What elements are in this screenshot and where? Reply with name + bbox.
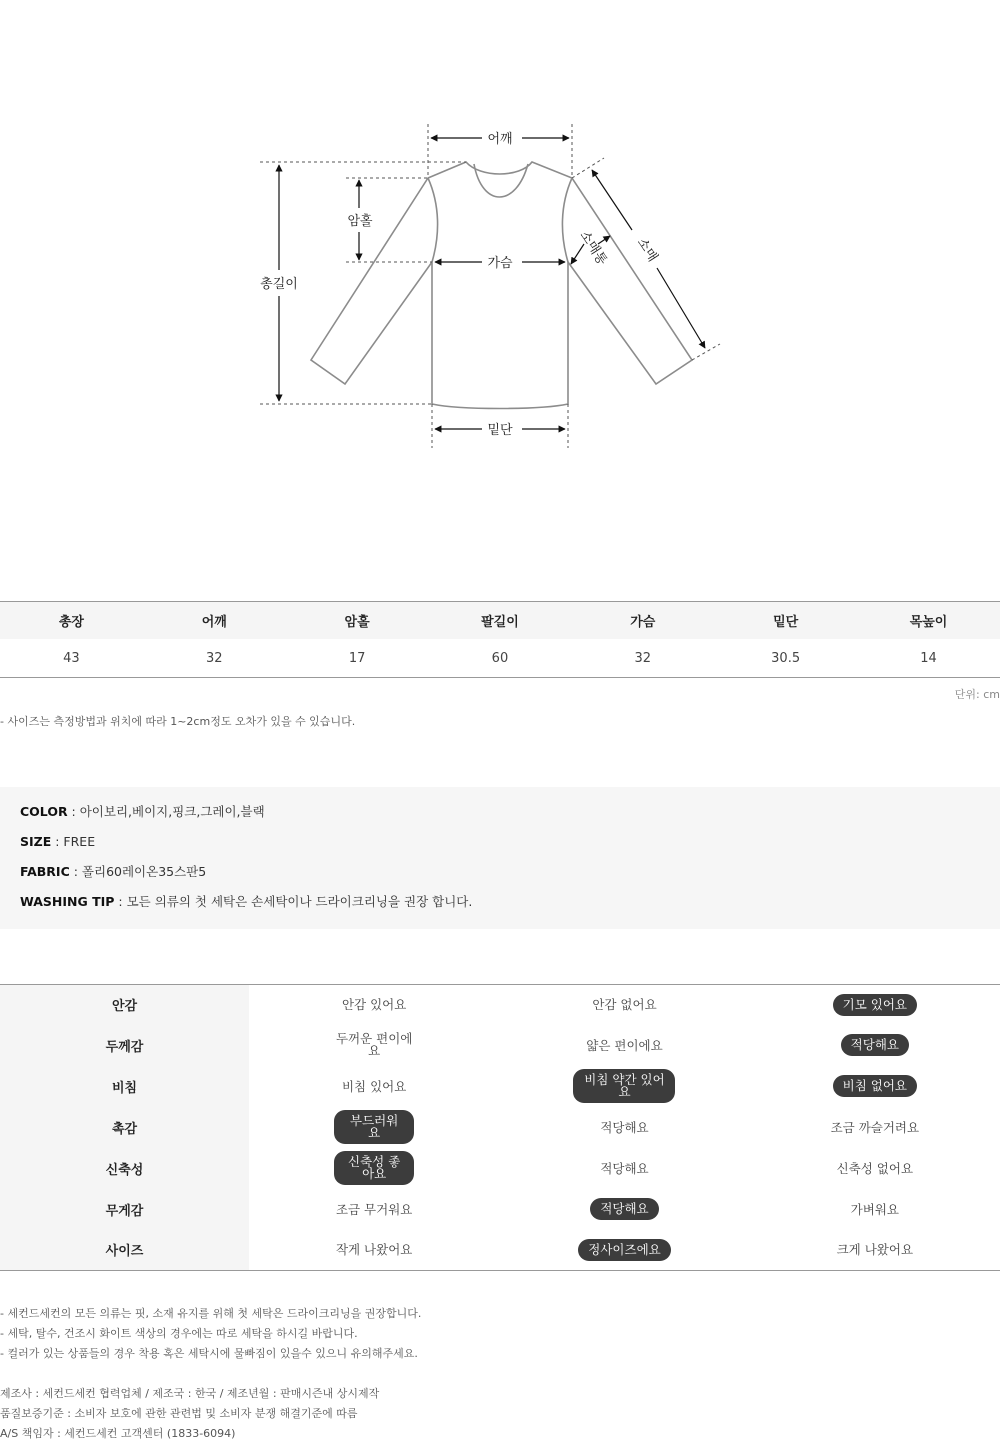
feel-option-cell (499, 1025, 749, 1066)
size-header-shoulder: 어깨 (143, 602, 286, 640)
label-chest: 가슴 (487, 256, 513, 271)
feel-option-cell (499, 1230, 749, 1271)
feel-option-cell (750, 1066, 1000, 1107)
size-value-shoulder: 32 (143, 639, 286, 678)
feel-option: 가벼워요 (850, 1201, 899, 1217)
info-washing-value: : 모든 의류의 첫 세탁은 손세탁이나 드라이크리닝을 권장 합니다. (114, 894, 473, 909)
legal-manufacturer: 제조사 : 세컨드세컨 협력업체 / 제조국 : 한국 / 제조년월 : 판매시즌내 상시제작 (0, 1387, 380, 1400)
size-table (0, 601, 1000, 678)
feel-option-cell (499, 1107, 749, 1148)
size-value-chest: 32 (571, 639, 714, 678)
feel-option: 조금 까슬거려요 (830, 1119, 920, 1135)
feel-option-cell (249, 985, 499, 1025)
feel-option-cell (750, 1025, 1000, 1066)
feel-row (0, 1148, 1000, 1189)
fit-feel-table (0, 984, 1000, 1271)
feel-option-cell (750, 1230, 1000, 1271)
sleeve-arrow-down (657, 268, 705, 348)
label-armhole: 암홀 (347, 214, 373, 229)
legal-as: A/S 책임자 : 세컨드세컨 고객센터 (1833-6094) (0, 1427, 236, 1440)
feel-option-selected: 적당해요 (841, 1034, 909, 1056)
size-header-chest: 가슴 (571, 602, 714, 640)
feel-option-selected: 신축성 좋아요 (334, 1151, 414, 1185)
info-fabric (20, 863, 980, 893)
size-header-neck: 목높이 (857, 602, 1000, 640)
feel-option: 안감 있어요 (341, 997, 407, 1013)
feel-option: 조금 무거워요 (335, 1201, 413, 1217)
feel-row (0, 1066, 1000, 1107)
feel-attribute: 무게감 (0, 1189, 249, 1230)
feel-option: 두꺼운 편이에요 (335, 1031, 413, 1058)
legal-info (0, 1384, 379, 1444)
feel-row (0, 1189, 1000, 1230)
feel-option: 적당해요 (600, 1160, 649, 1176)
size-value-hem: 30.5 (714, 639, 857, 678)
size-header-arm-length: 팔길이 (429, 602, 572, 640)
size-diagram (0, 0, 1000, 560)
size-table-row (0, 639, 1000, 678)
size-value-arm-length: 60 (429, 639, 572, 678)
feel-option-cell (499, 985, 749, 1025)
care-note: - 세컨드세컨의 모든 의류는 핏, 소재 유지를 위해 첫 세탁은 드라이크리닝을 권장합니다. (0, 1307, 422, 1320)
info-size-key: SIZE (20, 834, 52, 849)
info-size (20, 833, 980, 863)
label-shoulder: 어깨 (487, 132, 513, 147)
size-header-armhole: 암홀 (286, 602, 429, 640)
feel-option: 크게 나왔어요 (836, 1242, 914, 1258)
feel-option-cell (249, 1066, 499, 1107)
feel-row (0, 1025, 1000, 1066)
feel-option: 안감 없어요 (592, 997, 657, 1013)
product-info (0, 787, 1000, 929)
feel-option-selected: 적당해요 (590, 1198, 658, 1220)
feel-option-cell (750, 1107, 1000, 1148)
feel-option-cell (249, 1148, 499, 1189)
feel-row (0, 1107, 1000, 1148)
label-total-length: 총길이 (260, 277, 298, 292)
feel-attribute: 촉감 (0, 1107, 249, 1148)
care-note: - 컬러가 있는 상품들의 경우 착용 혹은 세탁시에 물빠짐이 있을수 있으니 유의해주세요. (0, 1347, 418, 1360)
sleeve-width-arrow-2 (598, 236, 610, 244)
feel-option: 비침 있어요 (341, 1078, 407, 1094)
feel-option: 적당해요 (600, 1119, 649, 1135)
garment-sketch (0, 0, 1000, 560)
size-value-total: 43 (0, 639, 143, 678)
size-table-header (0, 602, 1000, 640)
label-sleeve: 소매 (633, 235, 661, 265)
feel-option-cell (499, 1148, 749, 1189)
size-header-total: 총장 (0, 602, 143, 640)
unit-label: 단위: cm (954, 688, 1000, 701)
feel-option: 작게 나왔어요 (335, 1242, 413, 1258)
info-color-key: COLOR (20, 804, 68, 819)
sleeve-arrow-up (592, 170, 632, 230)
feel-option-cell (750, 1148, 1000, 1189)
size-header-hem: 밑단 (714, 602, 857, 640)
feel-option-cell (499, 1066, 749, 1107)
feel-attribute: 신축성 (0, 1148, 249, 1189)
size-value-armhole: 17 (286, 639, 429, 678)
feel-row (0, 1230, 1000, 1271)
care-notes (0, 1304, 421, 1364)
info-washing (20, 893, 980, 923)
feel-attribute: 두께감 (0, 1025, 249, 1066)
feel-attribute: 사이즈 (0, 1230, 249, 1271)
feel-attribute: 비침 (0, 1066, 249, 1107)
info-fabric-value: : 폴리60레이온35스판5 (69, 864, 207, 879)
feel-option-cell (249, 1230, 499, 1271)
info-fabric-key: FABRIC (20, 864, 70, 879)
info-washing-key: WASHING TIP (20, 894, 115, 909)
feel-option: 얇은 편이에요 (586, 1037, 663, 1053)
feel-option-cell (249, 1189, 499, 1230)
feel-option-cell (499, 1189, 749, 1230)
sleeve-width-arrow (571, 244, 584, 264)
legal-quality: 품질보증기준 : 소비자 보호에 관한 관련법 및 소비자 분쟁 해결기준에 따름 (0, 1407, 358, 1420)
feel-option-cell (249, 1107, 499, 1148)
feel-row (0, 985, 1000, 1025)
garment-outline (311, 162, 692, 409)
label-hem: 밑단 (487, 423, 513, 438)
info-size-value: : FREE (51, 834, 96, 849)
feel-option-selected: 기모 있어요 (833, 994, 917, 1016)
feel-option-selected: 정사이즈에요 (578, 1239, 670, 1261)
label-sleeve-width: 소매통 (576, 228, 610, 268)
feel-option-cell (249, 1025, 499, 1066)
feel-option-cell (750, 985, 1000, 1025)
size-note: - 사이즈는 측정방법과 위치에 따라 1~2cm정도 오차가 있을 수 있습니다. (0, 715, 356, 728)
feel-attribute: 안감 (0, 985, 249, 1025)
info-color (20, 803, 980, 833)
size-value-neck: 14 (857, 639, 1000, 678)
info-color-value: : 아이보리,베이지,핑크,그레이,블랙 (67, 804, 265, 819)
feel-option-selected: 부드러워요 (334, 1110, 414, 1144)
feel-option-cell (750, 1189, 1000, 1230)
feel-option-selected: 비침 약간 있어요 (573, 1069, 675, 1103)
care-note: - 세탁, 탈수, 건조시 화이트 색상의 경우에는 따로 세탁을 하시길 바랍니다. (0, 1327, 358, 1340)
feel-option: 신축성 없어요 (836, 1160, 914, 1176)
feel-option-selected: 비침 없어요 (833, 1075, 917, 1097)
